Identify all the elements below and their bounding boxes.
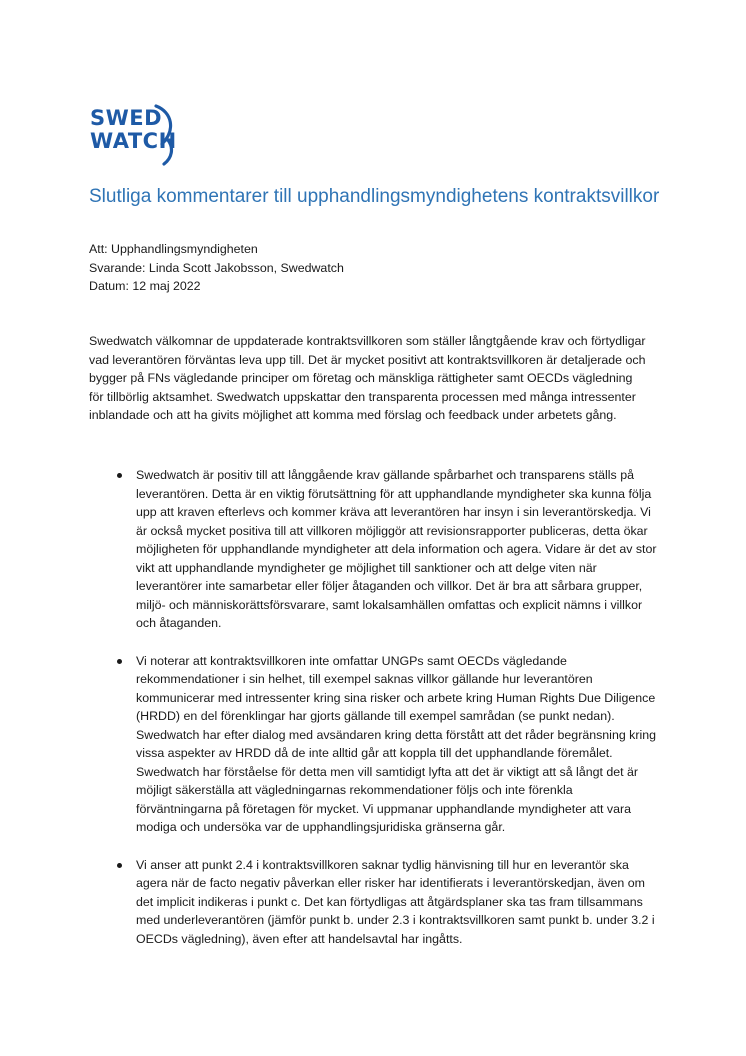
list-item-text: Vi noterar att kontraktsvillkoren inte omfattar UNGPs samt OECDs vägledande rekommendationer i sin helhet, till exempel saknas villkor gällande hur leverantören kommunicerar med intressenter kring sina risker och arbete kring Human Rights Due Diligence (HRDD) en del förenklingar har gjorts gällande till exempel samrådan (se punkt nedan). Swedwatch har efter dialog med avsändaren kring detta förstått att det råder begränsning kring vissa aspekter av HRDD då de inte alltid går att koppla till det upphandlande föremålet. Swedwatch har förståelse för detta men vill samtidigt lyfta att det är viktigt att så långt det är möjligt säkerställa att vägledningarnas rekommendationer följs och inte förenkla förväntningarna på företagen för mycket. Vi uppmanar upphandlande myndigheter att vara modiga och undersöka var de upphandlingsjuridiska gränserna går. — [136, 653, 657, 834]
logo-text-line1: SWED — [90, 106, 163, 130]
bullet-icon — [117, 659, 122, 664]
logo-wave-icon — [150, 104, 180, 166]
logo-text-line2: WATCH — [90, 129, 177, 153]
meta-block — [89, 240, 344, 296]
list-item — [89, 652, 659, 837]
bullet-icon — [117, 473, 122, 478]
list-item-text: Vi anser att punkt 2.4 i kontraktsvillkoren saknar tydlig hänvisning till hur en leverantör ska agera när de facto negativ påverkan eller risker har identifierats i leverantörskedjan, även om det implicit indikeras i punkt c. Det kan förtydligas att åtgärdsplaner ska tas fram tillsammans med underleverantören (jämför punkt b. under 2.3 i kontraktsvillkoren samt punkt b. under 3.2 i OECDs vägledning), även efter att handelsavtal har ingåtts. — [136, 857, 655, 946]
swedwatch-logo — [90, 104, 180, 166]
list-item — [89, 856, 659, 949]
list-item-text: Swedwatch är positiv till att långgående krav gällande spårbarhet och transparens ställs på leverantören. Detta är en viktig förutsättning för att upphandlande myndigheter ska kunna följa upp att kraven efterlevs och kommer kräva att leverantören har insyn i sin leverantörskedja. Vi är också mycket positiva till att villkoren möjliggör att revisionsrapporter publiceras, detta ökar möjligheten för upphandlande myndigheter att dela information och agera. Vidare är det av stor vikt att upphandlande myndigheter ge möjlighet till sanktioner och att delge viten när leverantörer inte samarbetar eller följer åtaganden och villkor. Det är bra att sårbara grupper, miljö- och människorättsförsvarare, samt lokalsamhällen omfattas och explicit nämns i villkor och åtaganden. — [136, 468, 657, 630]
intro-paragraph: Swedwatch välkomnar de uppdaterade kontraktsvillkoren som ställer långtgående krav och förtydligar vad leverantören förväntas leva upp till. Det är mycket positivt att kontraktsvillkoren är detaljerade och bygger på FNs vägledande principer om företag och mänskliga rättigheter samt OECDs vägledning för tillbörlig aktsamhet. Swedwatch uppskattar den transparenta processen med många intressenter inblandade och att ha givits möjlighet att komma med förslag och feedback under arbetets gång. — [89, 334, 646, 422]
bullet-icon — [117, 863, 122, 868]
list-item — [89, 466, 659, 633]
page-title: Slutliga kommentarer till upphandlingsmyndighetens kontraktsvillkor — [89, 186, 660, 207]
meta-att: Att: Upphandlingsmyndigheten — [89, 242, 258, 256]
meta-datum: Datum: 12 maj 2022 — [89, 279, 201, 293]
bullet-list — [89, 466, 659, 967]
meta-svarande: Svarande: Linda Scott Jakobsson, Swedwatch — [89, 260, 344, 275]
